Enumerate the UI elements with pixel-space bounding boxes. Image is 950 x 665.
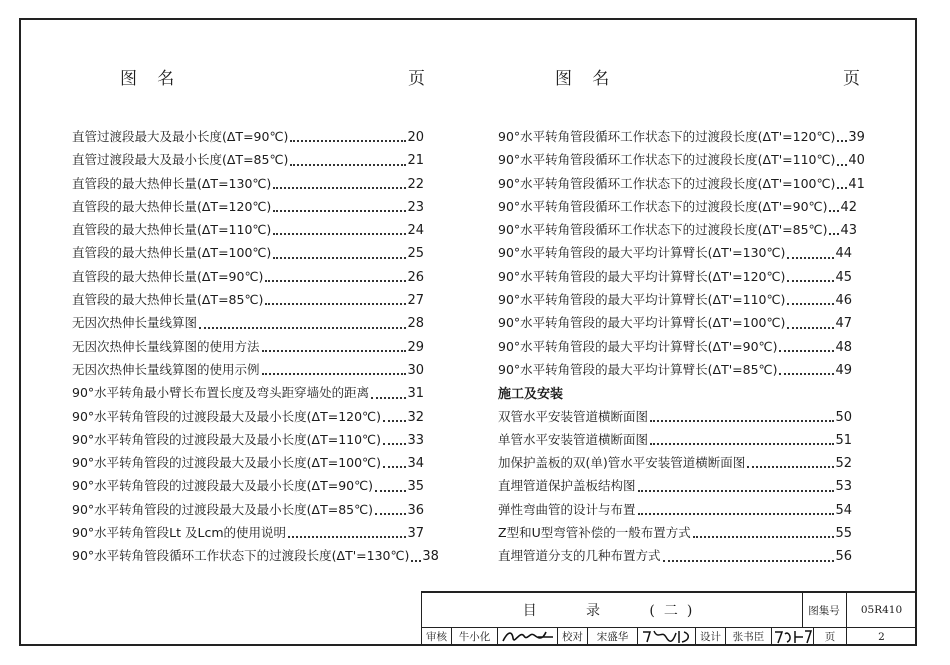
toc-entry [498, 430, 852, 453]
page-label: 页 [814, 627, 847, 646]
toc-dot-leader [787, 280, 834, 282]
toc-entry-page: 20 [407, 130, 424, 145]
toc-entry [498, 197, 857, 220]
toc-entry-title: 90°水平转角管段循环工作状态下的过渡段长度(ΔT'=100℃) [498, 175, 836, 191]
toc-entry-page: 28 [407, 316, 424, 332]
toc-entry-title: 90°水平转角管段Lt 及Lcm的使用说明 [72, 525, 287, 541]
atlas-number-label: 图集号 [802, 593, 847, 627]
toc-entry-page: 42 [840, 199, 857, 215]
toc-entry-title: 无因次热伸长量线算图的使用方法 [72, 338, 260, 354]
toc-entry [72, 546, 439, 569]
toc-entry [498, 453, 852, 476]
toc-entry-title: 90°水平转角管段的过渡段最大及最小长度(ΔT=100℃) [72, 455, 381, 471]
toc-entry [498, 127, 865, 150]
toc-entry [498, 220, 857, 243]
toc-entry [498, 407, 852, 430]
toc-entry-page: 55 [835, 526, 852, 542]
toc-dot-leader [837, 140, 847, 142]
toc-entry [498, 360, 852, 383]
toc-entry [72, 383, 424, 406]
toc-dot-leader [288, 536, 406, 538]
toc-entry-page: 43 [840, 223, 857, 239]
toc-entry [72, 197, 424, 220]
toc-entry-title: 90°水平转角管段的过渡段最大及最小长度(ΔT=110℃) [72, 431, 381, 447]
toc-dot-leader [199, 327, 406, 329]
toc-entry-page: 32 [407, 409, 424, 425]
toc-entry-title: 90°水平转角管段的过渡段最大及最小长度(ΔT=120℃) [72, 408, 381, 424]
toc-entry [72, 174, 424, 197]
toc-entry-page: 50 [835, 409, 852, 425]
toc-dot-leader [663, 560, 835, 562]
toc-entry-page: 45 [835, 269, 852, 285]
toc-entry-title: Z型和U型弯管补偿的一般布置方式 [498, 525, 691, 541]
toc-entry-page: 52 [835, 456, 852, 472]
toc-entry [72, 453, 424, 476]
toc-entry-page: 34 [407, 456, 424, 472]
sheet-page-number: 2 [878, 630, 885, 643]
toc-entry [72, 243, 424, 266]
toc-dot-leader [290, 140, 406, 142]
designer-signature-icon [773, 628, 813, 645]
toc-entry-page: 27 [407, 293, 424, 309]
toc-entry-page: 24 [407, 223, 424, 239]
toc-entry [72, 127, 424, 150]
toc-dot-leader [383, 420, 406, 422]
toc-dot-leader [787, 257, 834, 259]
title-block-row-bottom [422, 627, 917, 646]
toc-entry-title: 90°水平转角管段的最大平均计算臂长(ΔT'=130℃) [498, 245, 786, 261]
toc-entry-page: 35 [407, 479, 424, 495]
toc-dot-leader [829, 210, 839, 212]
toc-entry-page: 33 [407, 432, 424, 448]
checker-signature [638, 627, 696, 646]
toc-dot-leader [693, 536, 835, 538]
toc-dot-leader [787, 327, 834, 329]
toc-dot-leader [290, 164, 406, 166]
toc-entry [72, 267, 424, 290]
toc-dot-leader [837, 164, 847, 166]
toc-entry-page: 38 [422, 549, 439, 565]
atlas-number: 05R410 [860, 604, 903, 616]
toc-entry-page: 41 [848, 176, 865, 192]
toc-dot-leader [273, 210, 406, 212]
document-title: 目 录 (二) [422, 593, 803, 627]
toc-entry-page: 53 [835, 479, 852, 495]
toc-entry-title: 直管段的最大热伸长量(ΔT=130℃) [72, 175, 272, 191]
toc-entry-title: 双管水平安装管道横断面图 [498, 408, 649, 424]
title-block [421, 591, 917, 646]
toc-entry-title: 弹性弯曲管的设计与布置 [498, 501, 636, 517]
toc-dot-leader [638, 513, 835, 515]
toc-entry-title: 无因次热伸长量线算图的使用示例 [72, 361, 260, 377]
toc-entry-title: 直管段的最大热伸长量(ΔT=110℃) [72, 222, 272, 238]
toc-entry-title: 单管水平安装管道横断面图 [498, 431, 649, 447]
toc-entry-page: 30 [407, 362, 424, 378]
toc-entry [72, 290, 424, 313]
toc-entry-page: 44 [835, 246, 852, 262]
designer-signature [772, 627, 814, 646]
toc-dot-leader [650, 420, 834, 422]
reviewer-signature [498, 627, 558, 646]
toc-right-column [498, 127, 865, 570]
toc-entry-page: 26 [407, 269, 424, 285]
toc-entry-page: 40 [848, 153, 865, 169]
toc-entry [72, 407, 424, 430]
toc-entry [498, 337, 852, 360]
toc-dot-leader [273, 233, 406, 235]
toc-entry-title: 90°水平转角管段循环工作状态下的过渡段长度(ΔT'=90℃) [498, 198, 828, 214]
toc-entry-page: 23 [407, 199, 424, 215]
reviewer-name: 牛小化 [452, 627, 498, 646]
toc-entry-title: 90°水平转角管段循环工作状态下的过渡段长度(ΔT'=120℃) [498, 129, 836, 144]
toc-entry [72, 523, 424, 546]
toc-entry [72, 360, 424, 383]
designer-name: 张书臣 [726, 627, 772, 646]
toc-dot-leader [650, 443, 834, 445]
toc-dot-leader [383, 443, 406, 445]
toc-dot-leader [779, 350, 834, 352]
toc-entry-title: 90°水平转角管段循环工作状态下的过渡段长度(ΔT'=85℃) [498, 222, 828, 238]
checker-signature-icon [640, 628, 694, 645]
toc-entry [72, 220, 424, 243]
toc-entry [72, 337, 424, 360]
toc-entry-title: 90°水平转角管段的最大平均计算臂长(ΔT'=85℃) [498, 361, 778, 377]
toc-entry [72, 313, 424, 336]
toc-entry-title: 直管段的最大热伸长量(ΔT=100℃) [72, 245, 272, 261]
toc-entry [72, 430, 424, 453]
toc-entry-title: 直埋管道分支的几种布置方式 [498, 548, 661, 564]
right-header-title: 图 名 [555, 69, 611, 89]
toc-entry-title: 90°水平转角管段的最大平均计算臂长(ΔT'=110℃) [498, 292, 786, 308]
toc-entry-title: 直管段的最大热伸长量(ΔT=85℃) [72, 292, 264, 308]
toc-entry [498, 150, 865, 173]
toc-dot-leader [375, 490, 406, 492]
toc-entry-title: 90°水平转角管段的过渡段最大及最小长度(ΔT=90℃) [72, 478, 374, 494]
toc-dot-leader [262, 350, 407, 352]
toc-dot-leader [273, 257, 406, 259]
toc-entry-title: 90°水平转角管段的最大平均计算臂长(ΔT'=90℃) [498, 338, 778, 354]
toc-dot-leader [265, 280, 406, 282]
toc-entry [72, 150, 424, 173]
toc-entry-title: 直管过渡段最大及最小长度(ΔT=90℃) [72, 129, 289, 144]
toc-entry-page: 21 [407, 153, 424, 169]
toc-entry-title: 无因次热伸长量线算图 [72, 315, 198, 331]
toc-entry-page: 29 [407, 339, 424, 355]
toc-dot-leader [829, 233, 839, 235]
toc-entry-page: 49 [835, 362, 852, 378]
toc-dot-leader [262, 373, 407, 375]
left-header-page: 页 [408, 69, 426, 89]
toc-dot-leader [787, 303, 834, 305]
toc-entry [498, 290, 852, 313]
toc-entry [498, 313, 852, 336]
toc-entry-page: 31 [407, 386, 424, 402]
toc-entry-page: 22 [407, 176, 424, 192]
toc-dot-leader [273, 187, 406, 189]
toc-entry-title: 施工及安装 [498, 387, 564, 403]
toc-dot-leader [375, 513, 406, 515]
toc-entry-title: 90°水平转角最小臂长布置长度及弯头距穿墙处的距离 [72, 385, 370, 401]
toc-entry-title: 直管段的最大热伸长量(ΔT=120℃) [72, 198, 272, 214]
toc-entry-title: 加保护盖板的双(单)管水平安装管道横断面图 [498, 455, 746, 471]
toc-entry-page: 25 [407, 246, 424, 262]
toc-dot-leader [411, 560, 421, 562]
checker-name: 宋盛华 [588, 627, 638, 646]
design-label: 设计 [696, 627, 726, 646]
toc-left-column [72, 127, 439, 570]
reviewer-signature-icon [500, 628, 556, 645]
toc-entry-page: 47 [835, 316, 852, 332]
toc-entry-page: 54 [835, 502, 852, 518]
toc-entry [498, 243, 852, 266]
toc-dot-leader [371, 397, 406, 399]
toc-entry [498, 500, 852, 523]
toc-entry-title: 90°水平转角管段的最大平均计算臂长(ΔT'=100℃) [498, 315, 786, 331]
left-header-title: 图 名 [120, 69, 176, 89]
toc-entry-page: 37 [407, 526, 424, 542]
toc-entry-title: 90°水平转角管段循环工作状态下的过渡段长度(ΔT'=110℃) [498, 152, 836, 168]
toc-section-heading [498, 383, 852, 406]
toc-entry [498, 476, 852, 499]
check-label: 校对 [558, 627, 588, 646]
toc-dot-leader [383, 466, 406, 468]
toc-dot-leader [779, 373, 834, 375]
toc-entry-title: 90°水平转角管段的最大平均计算臂长(ΔT'=120℃) [498, 268, 786, 284]
toc-entry-page: 51 [835, 432, 852, 448]
toc-entry [498, 546, 852, 569]
toc-entry [498, 267, 852, 290]
toc-entry-page: 46 [835, 293, 852, 309]
toc-entry-page: 48 [835, 339, 852, 355]
toc-entry-page: 56 [835, 549, 852, 565]
toc-entry [72, 500, 424, 523]
toc-entry-title: 直埋管道保护盖板结构图 [498, 478, 636, 494]
toc-dot-leader [837, 187, 847, 189]
toc-entry-page: 39 [848, 130, 865, 145]
toc-entry-title: 直管段的最大热伸长量(ΔT=90℃) [72, 268, 264, 284]
toc-entry [72, 476, 424, 499]
right-header-page: 页 [843, 69, 861, 89]
toc-entry-page: 36 [407, 502, 424, 518]
review-label: 审核 [422, 627, 452, 646]
title-block-row-top [422, 593, 917, 628]
toc-dot-leader [747, 466, 834, 468]
toc-entry [498, 523, 852, 546]
toc-dot-leader [638, 490, 835, 492]
toc-dot-leader [265, 303, 406, 305]
toc-entry [498, 174, 865, 197]
toc-entry-title: 90°水平转角管段的过渡段最大及最小长度(ΔT=85℃) [72, 501, 374, 517]
toc-entry-title: 直管过渡段最大及最小长度(ΔT=85℃) [72, 152, 289, 168]
toc-entry-title: 90°水平转角管段循环工作状态下的过渡段长度(ΔT'=130℃) [72, 548, 410, 564]
